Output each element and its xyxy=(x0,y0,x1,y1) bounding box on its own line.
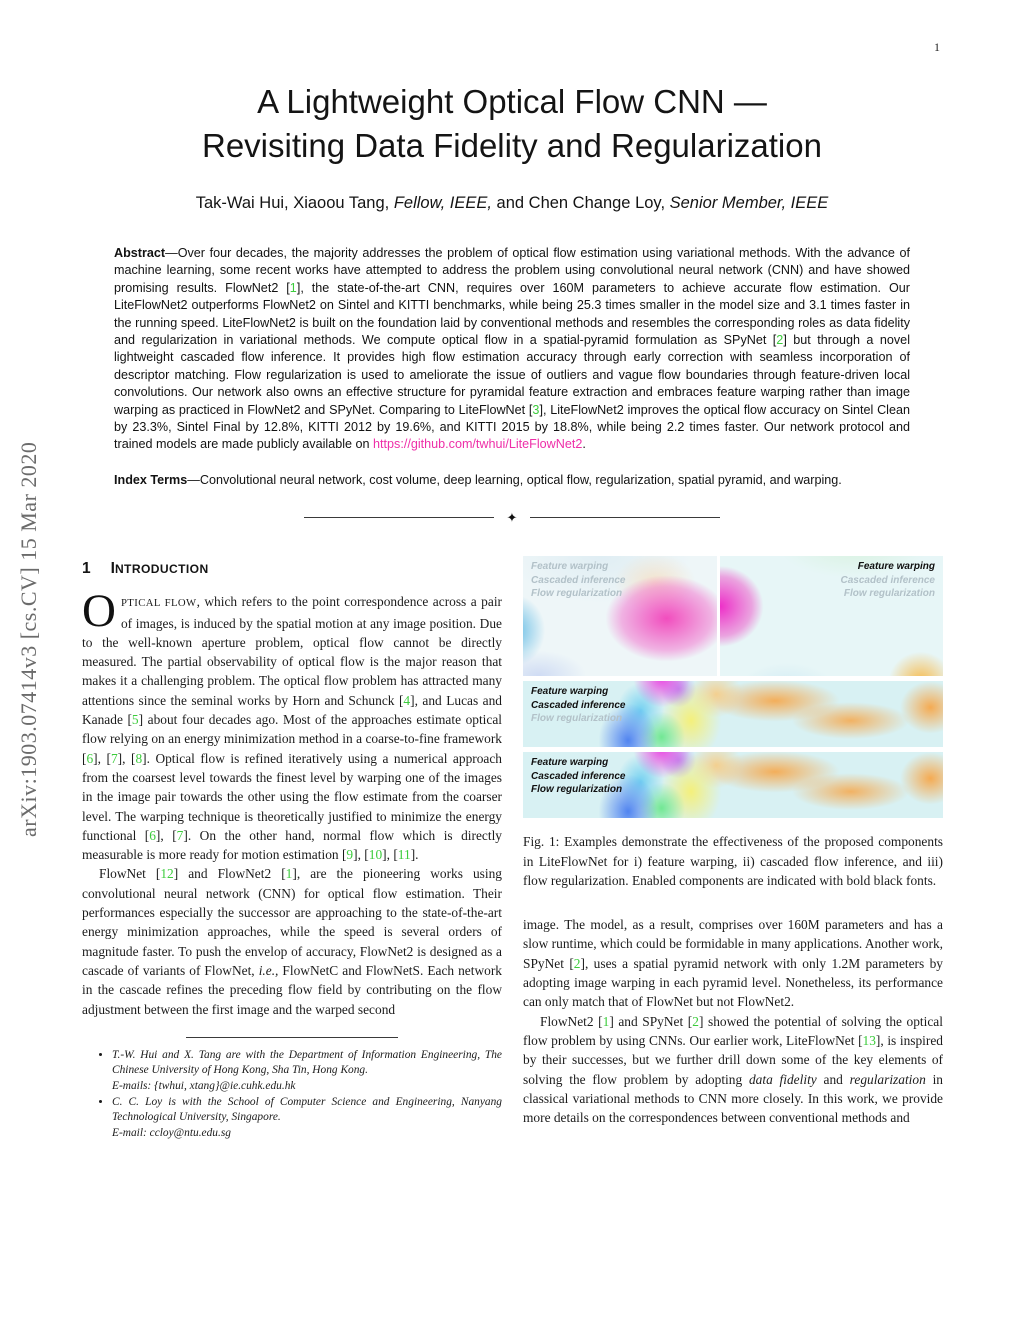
citation-ref[interactable]: 7 xyxy=(110,750,118,766)
flow-field-panel-bottom xyxy=(523,752,943,818)
paper-title-line2: Revisiting Data Fidelity and Regularization xyxy=(202,127,822,164)
figure-label: Flow regularization xyxy=(531,588,623,600)
figure-label: Flow regularization xyxy=(531,713,623,725)
footnote-item xyxy=(112,1095,502,1141)
footnote-text: T.-W. Hui and X. Tang are with the Department of Information Engineering, The Chinese University of Hong Kong, Sha Tin, Hong Kong. xyxy=(112,1048,502,1077)
citation-ref[interactable]: 4 xyxy=(403,692,411,708)
two-column-body xyxy=(0,554,1024,1142)
bold-label: Index Terms xyxy=(114,472,188,487)
figure-label: Flow regularization xyxy=(843,588,935,600)
section-1-heading xyxy=(82,560,502,578)
figure-1-caption: Fig. 1: Examples demonstrate the effectiveness of the proposed components in LiteFlowNet for i) feature warping, ii) cascaded flow inference, and iii) flow regularization. Enabled components are indicated with bold black fonts. xyxy=(523,834,943,888)
page-number: 1 xyxy=(934,40,940,54)
figure-top-row xyxy=(523,556,943,676)
figure-label: Feature warping xyxy=(531,686,609,698)
section-title-rest: NTRODUCTION xyxy=(114,562,209,577)
figure-label: Cascaded inference xyxy=(531,770,626,782)
github-link[interactable]: https://github.com/twhui/LiteFlowNet2 xyxy=(373,437,583,452)
left-column xyxy=(82,554,502,1142)
figure-1 xyxy=(523,556,943,818)
section-number: 1 xyxy=(82,560,91,578)
section-separator xyxy=(114,511,910,524)
footnote-email: E-mail: ccloy@ntu.edu.sg xyxy=(112,1126,231,1139)
citation-ref[interactable]: 10 xyxy=(368,847,383,863)
intro-paragraph-2: FlowNet [12] and FlowNet2 [1], are the pioneering works using convolutional neural network (CNN) for optical flow estimation. Their performances especially the successor are approaching to the state-of-the-art energy minimization approaches, while the speed is several orders of magnitude faster. To push the envelop of accuracy, FlowNet2 is designed as a cascade of variants of FlowNet, i.e., FlowNetC and FlowNetS. Each network in the cascade refines the preceding flow field by contributing on the flow adjustment between the first image and the warped second xyxy=(82,866,502,1017)
index-terms: Index Terms—Convolutional neural network, cost volume, deep learning, optical flow, regularization, spatial pyramid, and warping. xyxy=(114,472,842,487)
citation-ref[interactable]: 6 xyxy=(86,750,94,766)
citation-ref[interactable]: 13 xyxy=(862,1032,876,1048)
citation-ref[interactable]: 2 xyxy=(573,955,581,971)
footnotes xyxy=(82,1037,502,1141)
citation-ref[interactable]: 3 xyxy=(532,402,540,417)
citation-ref[interactable]: 5 xyxy=(131,712,139,728)
figure-label: Cascaded inference xyxy=(840,574,935,586)
diamond-icon: ✦ xyxy=(506,510,518,526)
title-block xyxy=(0,0,1024,213)
flow-field-panel-middle xyxy=(523,681,943,747)
citation-ref[interactable]: 6 xyxy=(149,827,156,843)
citation-ref[interactable]: 2 xyxy=(692,1013,699,1029)
citation-ref[interactable]: 9 xyxy=(346,847,354,863)
arxiv-watermark: arXiv:1903.07414v3 [cs.CV] 15 Mar 2020 xyxy=(16,441,41,837)
italic-text: regularization xyxy=(849,1071,926,1087)
separator-rule-right xyxy=(530,517,720,518)
paper-title-line1: A Lightweight Optical Flow CNN — xyxy=(257,83,767,120)
italic-text: i.e., xyxy=(258,962,279,978)
authors-line: Tak-Wai Hui, Xiaoou Tang, Fellow, IEEE, and Chen Change Loy, Senior Member, IEEE xyxy=(195,194,829,212)
right-column xyxy=(523,554,943,1142)
flow-field-panel-top-right xyxy=(720,556,943,676)
italic-text: data fidelity xyxy=(748,1071,817,1087)
bold-label: Abstract xyxy=(114,246,166,260)
flow-field-panel-top-left xyxy=(523,556,717,676)
footnote-list xyxy=(82,1048,502,1141)
citation-ref[interactable]: 8 xyxy=(135,750,143,766)
figure-label: Flow regularization xyxy=(531,784,623,796)
front-matter xyxy=(0,245,1024,524)
footnote-email: E-mails: {twhui, xtang}@ie.cuhk.edu.hk xyxy=(112,1079,296,1092)
figure-labels-top-right xyxy=(728,560,935,601)
citation-ref[interactable]: 11 xyxy=(397,847,411,863)
figure-labels-top-left xyxy=(531,560,709,601)
section-title-first: I xyxy=(110,560,115,578)
figure-labels-bottom xyxy=(531,756,935,797)
figure-label: Feature warping xyxy=(531,561,609,573)
smallcaps-text: PTICAL FLOW xyxy=(120,597,197,610)
footnote-rule xyxy=(186,1037,398,1038)
figure-labels-middle xyxy=(531,685,935,726)
intro-paragraph-1: OPTICAL FLOW, which refers to the point correspondence across a pair of images, is induced by the spatial motion at any image position. Due to the well-known aperture problem, optical flow cannot be directly measured. The partial observability of optical flow is the major reason that makes it a challenging problem. The optical flow problem has attracted many attentions since the seminal works by Horn and Schunck [4], and Lucas and Kanade [5] about four decades ago. Most of the approaches estimate optical flow relying on an energy minimization method in a coarse-to-fine framework [6], [7], [8]. Optical flow is refined iteratively using a numerical approach from the coarsest level towards the finest level by warping one of the images in the image pair towards the other using the flow estimate from the coarser level. The warping technique is theoretically justified to minimize the energy functional [6], [7]. On the other hand, normal flow which is directly measurable is more ready for motion estimation [9], [10], [11]. xyxy=(82,585,503,863)
citation-ref[interactable]: 1 xyxy=(289,280,297,295)
figure-label: Cascaded inference xyxy=(531,574,626,586)
citation-ref[interactable]: 2 xyxy=(776,333,784,348)
citation-ref[interactable]: 12 xyxy=(160,866,174,882)
dropcap-letter: O xyxy=(82,585,116,638)
separator-rule-left xyxy=(304,517,494,518)
right-paragraph-1: image. The model, as a result, comprises over 160M parameters and has a slow runtime, which could be formidable in many applications. Another work, SPyNet [2], uses a spatial pyramid network with only 1.2M parameters by adopting image warping in each pyramid level. Nonetheless, its performance can only match that of FlowNet but not FlowNet2. xyxy=(523,917,943,1010)
citation-ref[interactable]: 1 xyxy=(285,866,293,882)
italic-text: Senior Member, IEEE xyxy=(669,194,829,212)
citation-ref[interactable]: 7 xyxy=(176,827,184,843)
italic-text: Fellow, IEEE, xyxy=(393,194,492,212)
footnote-text: C. C. Loy is with the School of Computer Science and Engineering, Nanyang Technological University, Singapore. xyxy=(112,1096,502,1124)
figure-label: Cascaded inference xyxy=(531,699,626,711)
right-paragraph-2: FlowNet2 [1] and SPyNet [2] showed the potential of solving the optical flow problem by using CNNs. Our earlier work, LiteFlowNet [13], is inspired by their successes, but we further drill down some of the key elements of solving the flow problem by adopting data fidelity and regularization in classical variational methods to CNN more closely. In this work, we provide more details on the correspondences between conventional methods and xyxy=(523,1013,944,1126)
figure-label: Feature warping xyxy=(531,757,609,769)
footnote-item xyxy=(112,1048,502,1094)
abstract: Abstract—Over four decades, the majority addresses the problem of optical flow estimation using variational methods. With the advance of machine learning, some recent works have attempted to address the problem using convolutional neural network (CNN) and have showed promising results. FlowNet2 [1], the state-of-the-art CNN, requires over 160M parameters to achieve accurate flow estimation. Our LiteFlowNet2 outperforms FlowNet2 on Sintel and KITTI benchmarks, while being 25.3 times smaller in the model size and 3.1 times faster in the running speed. LiteFlowNet2 is built on the foundation laid by conventional methods and resembles the corresponding roles as data fidelity and regularization in variational methods. We compute optical flow in a spatial-pyramid formulation as SPyNet [2] but through a novel lightweight cascaded flow inference. It provides high flow estimation accuracy through early correction with seamless incorporation of descriptor matching. Flow regularization is used to ameliorate the issue of outliers and vague flow boundaries through feature-driven local convolutions. Our network also owns an effective structure for pyramidal feature extraction and embraces feature warping rather than image warping as practiced in FlowNet2 and SPyNet. Comparing to LiteFlowNet [3], LiteFlowNet2 improves the optical flow accuracy on Sintel Clean by 23.3%, Sintel Final by 12.8%, KITTI 2012 by 19.6%, and KITTI 2015 by 18.8%, while being 2.2 times faster. Our network protocol and trained models are made publicly available on https://github.com/twhui/LiteFlowNet2. xyxy=(114,246,911,452)
citation-ref[interactable]: 1 xyxy=(602,1013,610,1029)
figure-label: Feature warping xyxy=(857,561,935,573)
